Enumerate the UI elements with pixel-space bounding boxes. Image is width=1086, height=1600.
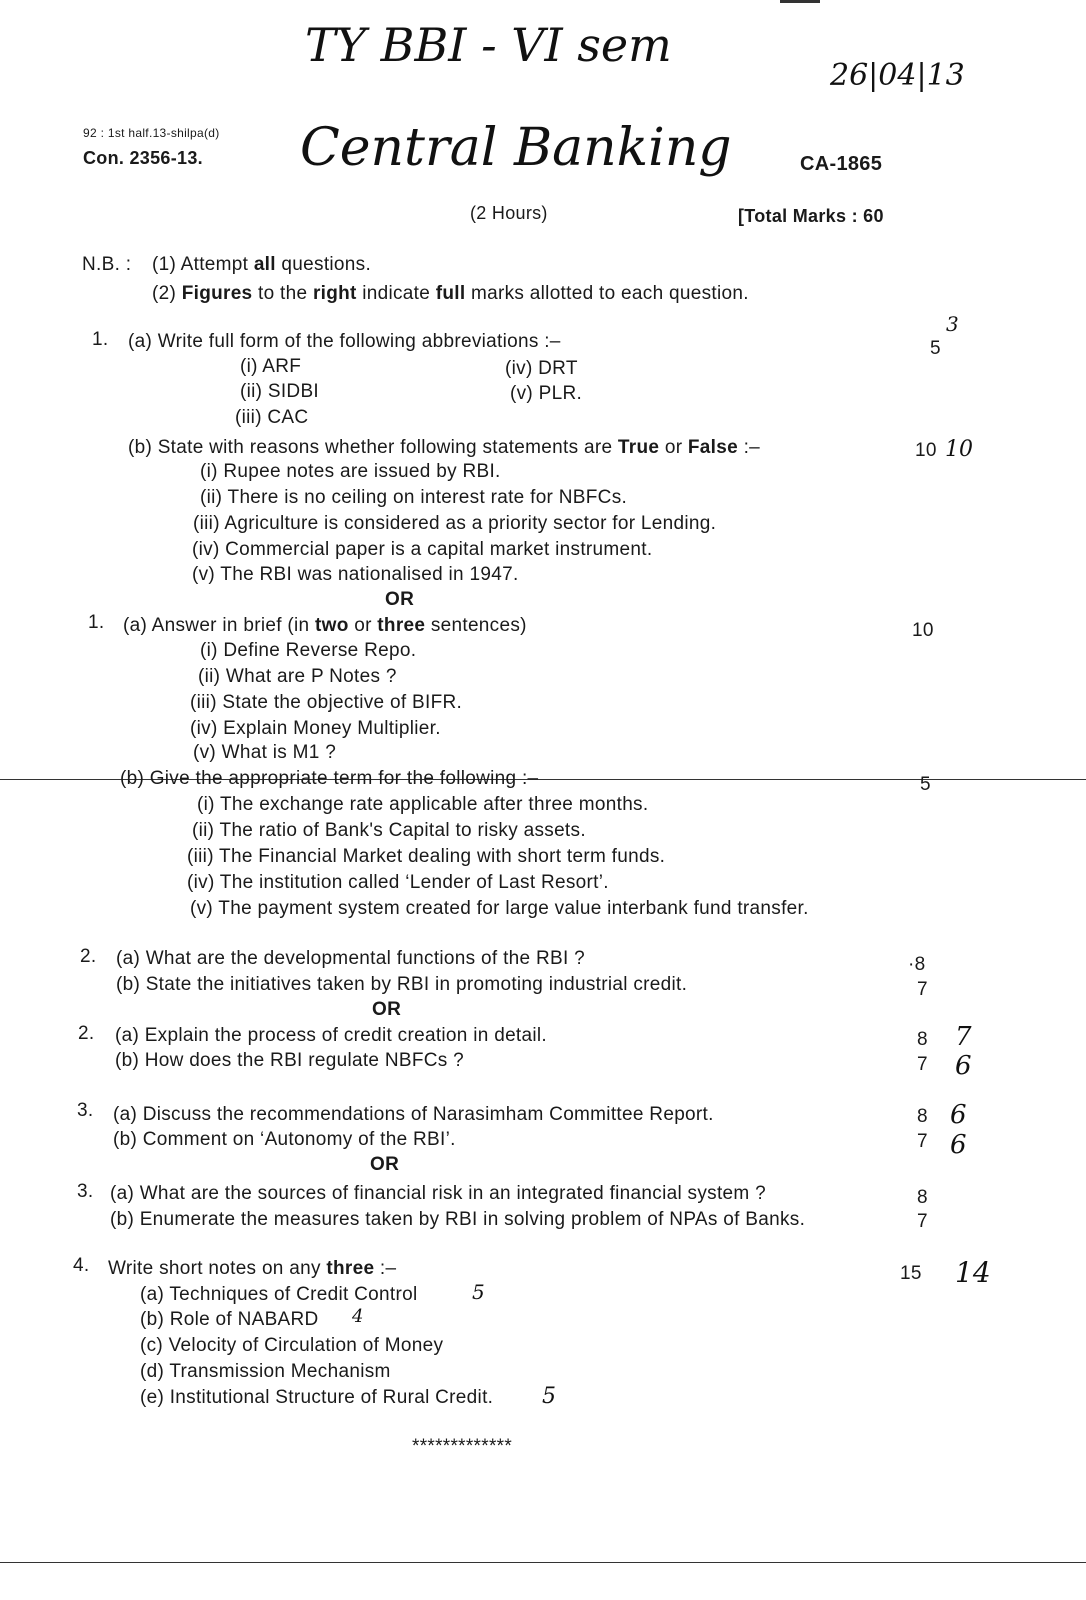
question-line bbox=[917, 1187, 928, 1209]
line-text: OR bbox=[385, 589, 415, 610]
line-text: (d) Transmission Mechanism bbox=[140, 1361, 391, 1382]
question-line bbox=[917, 1054, 928, 1076]
question-line bbox=[385, 589, 414, 611]
line-text: (e) Institutional Structure of Rural Credit. bbox=[140, 1387, 494, 1408]
question-line bbox=[128, 437, 760, 459]
line-text: (a) Write full form of the following abbreviations :– bbox=[128, 331, 561, 352]
question-line bbox=[190, 898, 809, 920]
question-line bbox=[192, 564, 519, 586]
question-line bbox=[917, 1211, 928, 1233]
handwritten-score: 3 bbox=[946, 312, 959, 336]
line-text: ·8 bbox=[908, 954, 926, 975]
line-text: (v) The RBI was nationalised in 1947. bbox=[192, 564, 519, 585]
line-text: (v) What is M1 ? bbox=[193, 742, 337, 763]
line-text: 4. bbox=[73, 1255, 90, 1276]
question-line bbox=[128, 331, 561, 353]
line-text: (b) State the initiatives taken by RBI in promoting industrial credit. bbox=[116, 974, 688, 995]
line-text: :– bbox=[738, 437, 761, 458]
line-text: (b) Give the appropriate term for the following :– bbox=[120, 768, 539, 789]
line-text: 1. bbox=[88, 612, 105, 633]
scan-mark bbox=[780, 0, 820, 3]
question-line bbox=[116, 948, 585, 970]
question-line bbox=[192, 539, 652, 561]
question-line bbox=[140, 1361, 391, 1383]
question-line bbox=[140, 1335, 443, 1357]
line-text: N.B. : bbox=[82, 254, 132, 275]
line-text: marks allotted to each question. bbox=[465, 283, 749, 304]
line-text: 7 bbox=[917, 1211, 928, 1232]
line-text: 2. bbox=[80, 946, 97, 967]
question-line bbox=[917, 1106, 928, 1128]
question-line bbox=[372, 999, 401, 1021]
con-number: Con. 2356-13. bbox=[83, 148, 203, 168]
line-text: full bbox=[435, 283, 466, 304]
question-line bbox=[120, 768, 538, 790]
line-text: 7 bbox=[917, 979, 928, 1000]
handwritten-score: 6 bbox=[950, 1130, 967, 1160]
question-line bbox=[917, 1131, 928, 1153]
line-text: indicate bbox=[356, 283, 436, 304]
line-text: 8 bbox=[917, 1029, 928, 1050]
line-text: two bbox=[315, 615, 349, 636]
question-line bbox=[113, 1104, 714, 1126]
line-text: (b) Role of NABARD bbox=[140, 1309, 319, 1330]
paper-ref: 92 : 1st half.13-shilpa(d) bbox=[83, 126, 220, 140]
question-line bbox=[92, 329, 108, 351]
handwritten-note: 5 bbox=[542, 1384, 556, 1409]
line-text: all bbox=[253, 254, 276, 275]
question-line bbox=[123, 615, 527, 637]
question-line bbox=[505, 358, 578, 380]
line-text: (a) Answer in brief (in bbox=[123, 615, 315, 636]
line-text: (i) ARF bbox=[240, 356, 302, 377]
question-line bbox=[110, 1183, 766, 1205]
line-text: 7 bbox=[917, 1054, 928, 1075]
line-text: OR bbox=[370, 1154, 400, 1175]
question-line bbox=[82, 254, 131, 276]
line-text: ************* bbox=[412, 1436, 513, 1457]
question-line bbox=[198, 666, 397, 688]
total-marks: [Total Marks : 60 bbox=[738, 206, 884, 226]
line-text: or bbox=[348, 615, 378, 636]
question-line bbox=[240, 381, 319, 403]
question-line bbox=[510, 383, 582, 405]
line-text: 5 bbox=[930, 338, 941, 359]
question-line bbox=[140, 1309, 319, 1331]
question-line bbox=[152, 254, 371, 276]
line-text: :– bbox=[374, 1258, 397, 1279]
line-text: sentences) bbox=[425, 615, 527, 636]
question-line bbox=[113, 1129, 456, 1151]
question-line bbox=[197, 794, 648, 816]
handwritten-course: TY BBI - VI sem bbox=[305, 18, 672, 72]
line-text: (b) How does the RBI regulate NBFCs ? bbox=[115, 1050, 465, 1071]
line-text: Write short notes on any bbox=[108, 1258, 327, 1279]
line-text: three bbox=[326, 1258, 375, 1279]
handwritten-note: 4 bbox=[352, 1306, 364, 1327]
question-line bbox=[192, 820, 586, 842]
question-line bbox=[917, 1029, 928, 1051]
line-text: (ii) What are P Notes ? bbox=[198, 666, 397, 687]
handwritten-score: 10 bbox=[945, 437, 973, 462]
question-line bbox=[200, 640, 416, 662]
line-text: (a) Discuss the recommendations of Narasimham Committee Report. bbox=[113, 1104, 714, 1125]
question-line bbox=[187, 872, 609, 894]
handwritten-score: 6 bbox=[955, 1051, 972, 1081]
line-text: 2. bbox=[78, 1023, 95, 1044]
line-text: (iii) The Financial Market dealing with short term funds. bbox=[187, 846, 666, 867]
question-line bbox=[900, 1263, 922, 1285]
line-text: (iv) Commercial paper is a capital market instrument. bbox=[192, 539, 653, 560]
line-text: (v) The payment system created for large value interbank fund transfer. bbox=[190, 898, 809, 919]
line-text: (ii) There is no ceiling on interest rate for NBFCs. bbox=[200, 487, 628, 508]
line-text: (a) Techniques of Credit Control bbox=[140, 1284, 418, 1305]
question-line bbox=[193, 742, 336, 764]
line-text: (a) What are the developmental functions of the RBI ? bbox=[116, 948, 585, 969]
line-text: Figures bbox=[181, 283, 253, 304]
question-line bbox=[77, 1100, 93, 1122]
question-line bbox=[77, 1181, 93, 1203]
line-text: 10 bbox=[915, 440, 937, 461]
line-text: (i) Define Reverse Repo. bbox=[200, 640, 417, 661]
question-line bbox=[240, 356, 301, 378]
question-line bbox=[115, 1050, 464, 1072]
line-text: (c) Velocity of Circulation of Money bbox=[140, 1335, 444, 1356]
line-text: OR bbox=[372, 999, 402, 1020]
question-line bbox=[110, 1209, 805, 1231]
question-line bbox=[116, 974, 687, 996]
question-line bbox=[78, 1023, 94, 1045]
line-text: 5 bbox=[920, 774, 931, 795]
question-line bbox=[140, 1284, 418, 1306]
question-line bbox=[73, 1255, 89, 1277]
scan-line bbox=[0, 1562, 1086, 1563]
question-line bbox=[190, 718, 441, 740]
question-line bbox=[115, 1025, 547, 1047]
line-text: to the bbox=[252, 283, 313, 304]
line-text: (iii) State the objective of BIFR. bbox=[190, 692, 463, 713]
line-text: (b) Enumerate the measures taken by RBI in solving problem of NPAs of Banks. bbox=[110, 1209, 806, 1230]
question-line bbox=[108, 1258, 396, 1280]
line-text: 3. bbox=[77, 1100, 94, 1121]
question-line bbox=[88, 612, 104, 634]
handwritten-subject: Central Banking bbox=[300, 118, 732, 178]
line-text: 8 bbox=[917, 1187, 928, 1208]
line-text: 15 bbox=[900, 1263, 922, 1284]
line-text: 7 bbox=[917, 1131, 928, 1152]
line-text: (iv) The institution called ‘Lender of Last Resort’. bbox=[187, 872, 609, 893]
line-text: (v) PLR. bbox=[510, 383, 583, 404]
handwritten-score: 14 bbox=[955, 1256, 991, 1289]
question-line bbox=[917, 979, 928, 1001]
question-line bbox=[152, 283, 749, 305]
question-line bbox=[930, 338, 941, 360]
line-text: 8 bbox=[917, 1106, 928, 1127]
question-line bbox=[912, 620, 934, 642]
question-line bbox=[200, 487, 627, 509]
line-text: (1) Attempt bbox=[152, 254, 254, 275]
line-text: (iii) CAC bbox=[235, 407, 309, 428]
question-line bbox=[140, 1387, 493, 1409]
line-text: (iv) Explain Money Multiplier. bbox=[190, 718, 441, 739]
handwritten-date: 26|04|13 bbox=[830, 58, 965, 93]
question-line bbox=[193, 513, 716, 535]
line-text: 1. bbox=[92, 329, 109, 350]
question-line bbox=[915, 440, 937, 462]
line-text: or bbox=[659, 437, 688, 458]
line-text: 3. bbox=[77, 1181, 94, 1202]
line-text: right bbox=[312, 283, 357, 304]
line-text: (ii) The ratio of Bank's Capital to risky assets. bbox=[192, 820, 586, 841]
line-text: (ii) SIDBI bbox=[240, 381, 319, 402]
line-text: questions. bbox=[275, 254, 372, 275]
line-text: (iii) Agriculture is considered as a priority sector for Lending. bbox=[193, 513, 717, 534]
paper-code: CA-1865 bbox=[800, 153, 883, 175]
question-line bbox=[370, 1154, 399, 1176]
question-line bbox=[200, 461, 501, 483]
question-line bbox=[235, 407, 308, 429]
question-line bbox=[187, 846, 665, 868]
line-text: (a) What are the sources of financial risk in an integrated financial system ? bbox=[110, 1183, 766, 1204]
line-text: True bbox=[617, 437, 660, 458]
line-text: (i) Rupee notes are issued by RBI. bbox=[200, 461, 501, 482]
line-text: False bbox=[687, 437, 738, 458]
line-text: (i) The exchange rate applicable after three months. bbox=[197, 794, 649, 815]
line-text: (2) bbox=[152, 283, 182, 304]
handwritten-score: 7 bbox=[955, 1022, 972, 1052]
line-text: three bbox=[377, 615, 426, 636]
line-text: (b) State with reasons whether following statements are bbox=[128, 437, 618, 458]
question-line bbox=[80, 946, 96, 968]
line-text: (a) Explain the process of credit creation in detail. bbox=[115, 1025, 547, 1046]
question-line bbox=[920, 774, 931, 796]
line-text: 10 bbox=[912, 620, 934, 641]
handwritten-score: 6 bbox=[950, 1100, 967, 1130]
handwritten-note: 5 bbox=[472, 1280, 485, 1304]
duration: (2 Hours) bbox=[470, 203, 548, 223]
question-line bbox=[412, 1436, 512, 1458]
line-text: (b) Comment on ‘Autonomy of the RBI’. bbox=[113, 1129, 456, 1150]
question-line bbox=[908, 954, 926, 976]
line-text: (iv) DRT bbox=[505, 358, 578, 379]
question-line bbox=[190, 692, 462, 714]
